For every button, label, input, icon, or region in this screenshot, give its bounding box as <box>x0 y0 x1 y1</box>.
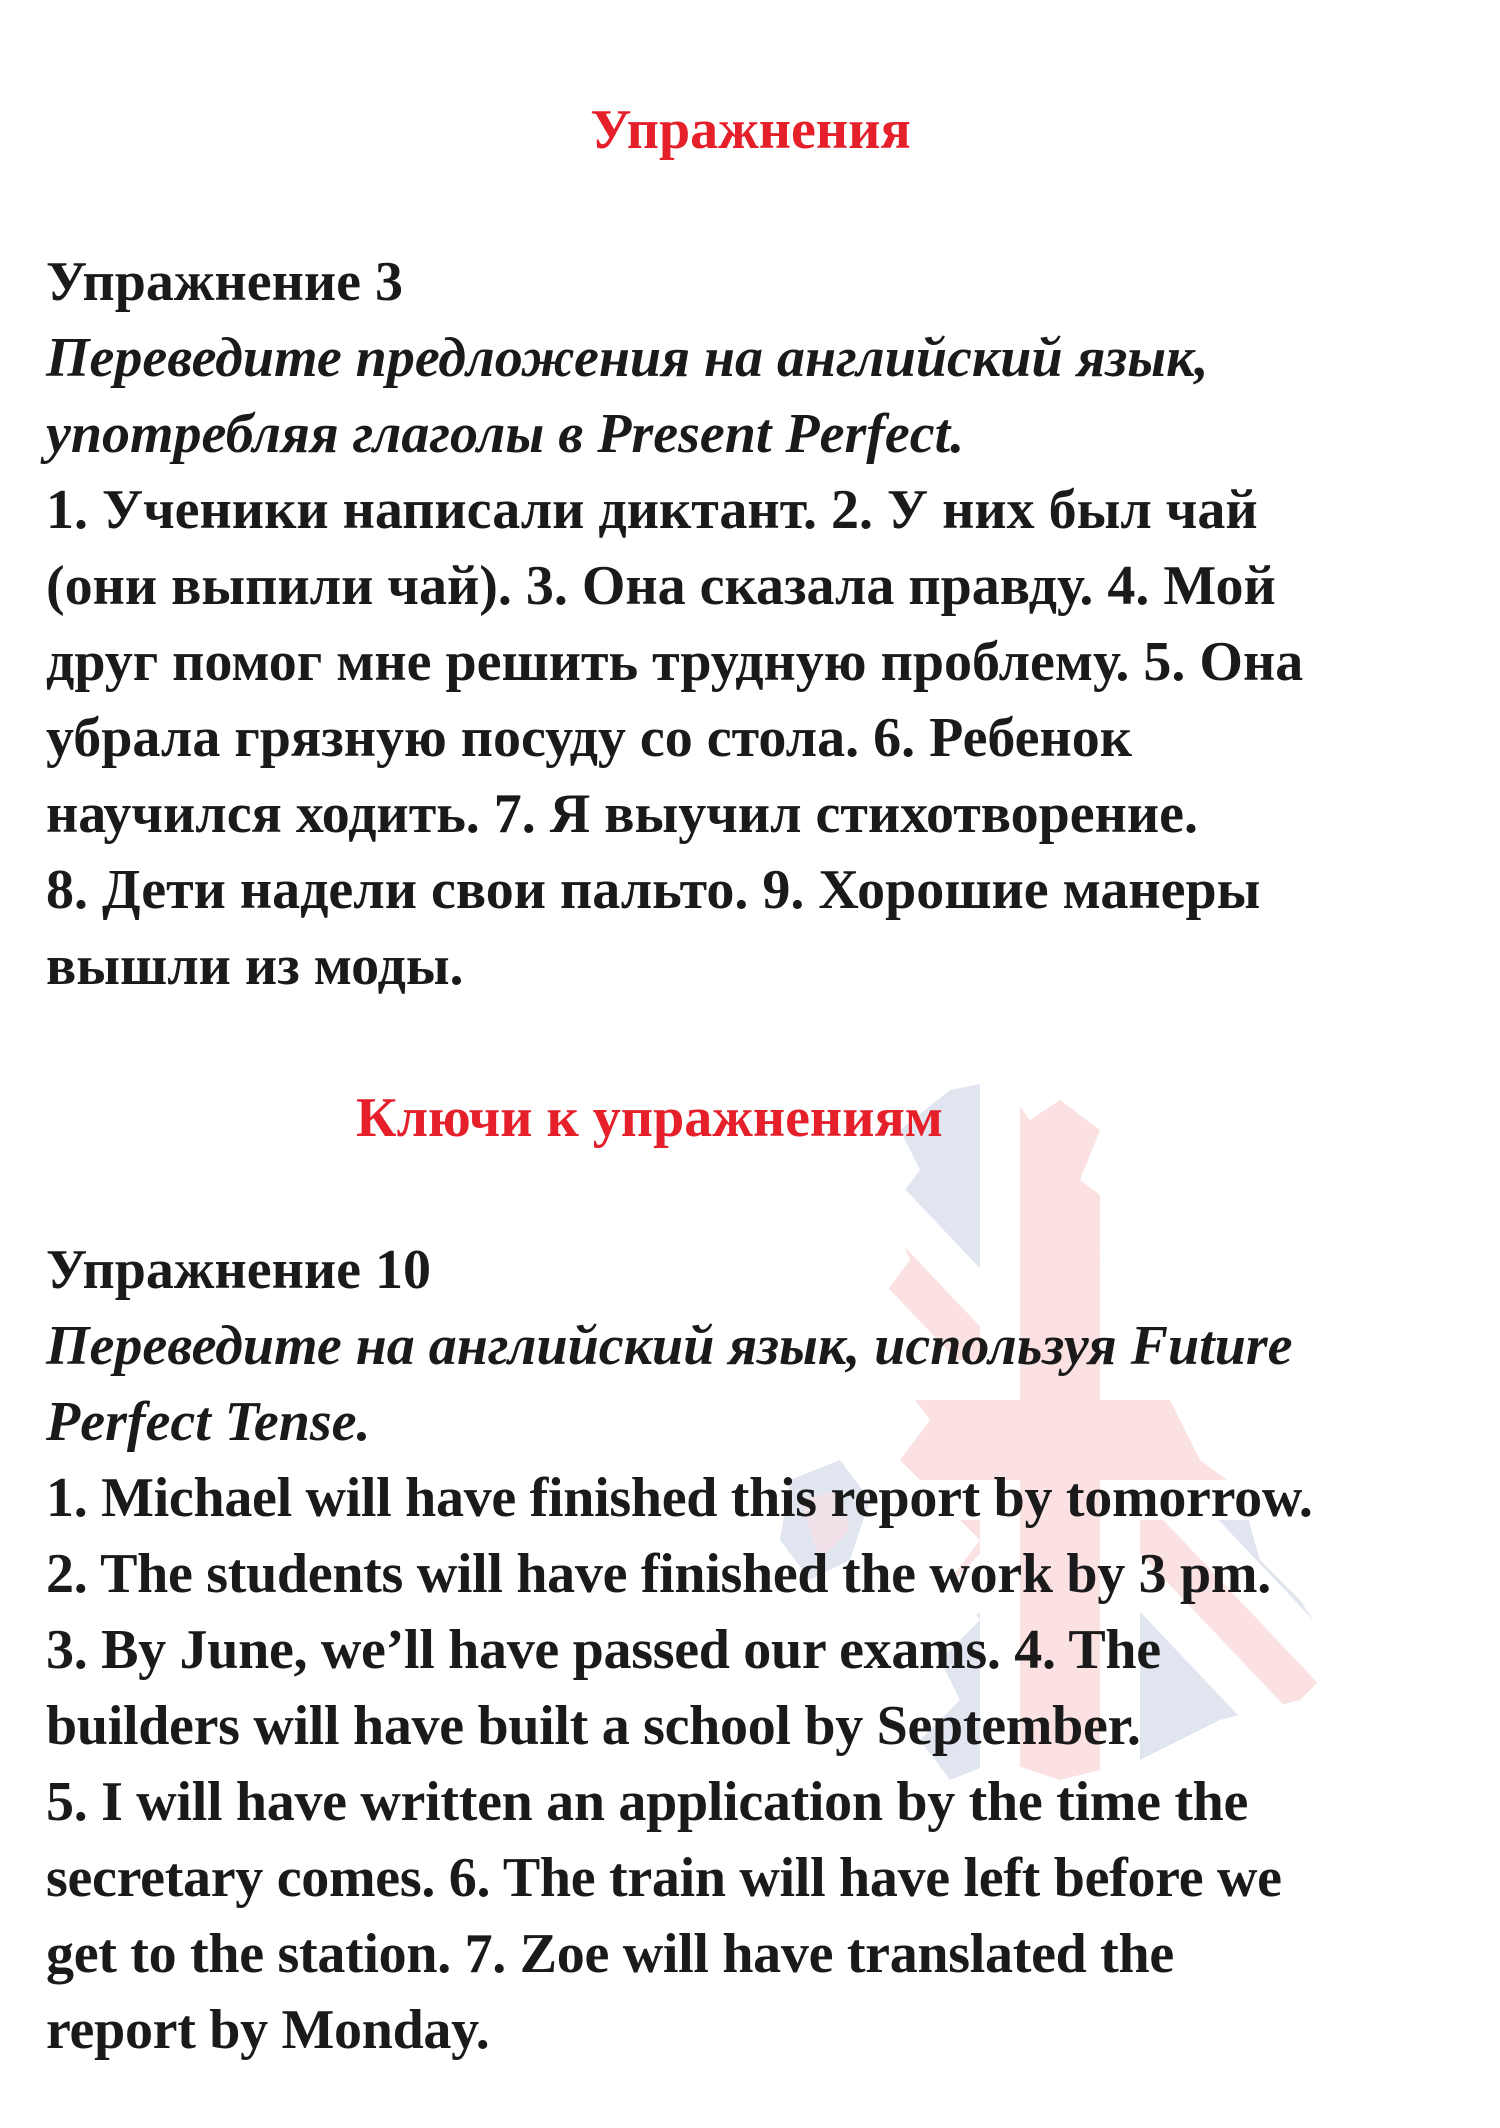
exercise-title: Упражнение 3 <box>46 251 404 313</box>
spacer <box>46 168 1455 244</box>
exercise-10 <box>46 1232 1455 2068</box>
answer-line: builders will have built a school by September. <box>46 1695 1141 1757</box>
instruction-line: Perfect Tense. <box>46 1391 371 1453</box>
answer-line: 5. I will have written an application by the time the <box>46 1771 1249 1833</box>
body-line: 1. Ученики написали диктант. 2. У них был чай <box>46 479 1258 541</box>
exercise-instruction <box>46 320 1455 472</box>
body-line: вышли из моды. <box>46 935 464 997</box>
instruction-line: употребляя глаголы в Present Perfect. <box>46 403 965 465</box>
exercise-answers <box>46 1460 1455 2068</box>
exercise-body <box>46 472 1455 1004</box>
spacer <box>46 1156 1455 1232</box>
answer-line: secretary comes. 6. The train will have left before we <box>46 1847 1282 1909</box>
body-line: друг помог мне решить трудную проблему. 5. Она <box>46 631 1304 693</box>
body-line: научился ходить. 7. Я выучил стихотворение. <box>46 783 1198 845</box>
instruction-line: Переведите на английский язык, используя Future <box>46 1315 1293 1377</box>
instruction-line: Переведите предложения на английский язык, <box>46 327 1209 389</box>
body-line: (они выпили чай). 3. Она сказала правду. 4. Мой <box>46 555 1276 617</box>
answer-line: 2. The students will have finished the work by 3 pm. <box>46 1543 1271 1605</box>
exercise-3 <box>46 244 1455 1004</box>
body-line: убрала грязную посуду со стола. 6. Ребенок <box>46 707 1133 769</box>
answer-line: report by Monday. <box>46 1999 490 2061</box>
answer-line: 3. By June, we’ll have passed our exams. 4. The <box>46 1619 1161 1681</box>
exercise-instruction <box>46 1308 1455 1460</box>
answer-line: 1. Michael will have finished this report by tomorrow. <box>46 1467 1313 1529</box>
spacer <box>46 1004 1455 1080</box>
body-line: 8. Дети надели свои пальто. 9. Хорошие манеры <box>46 859 1261 921</box>
exercise-title: Упражнение 10 <box>46 1239 432 1301</box>
section-title-exercises: Упражнения <box>590 99 911 161</box>
answer-line: get to the station. 7. Zoe will have translated the <box>46 1923 1174 1985</box>
section-title-keys: Ключи к упражнениям <box>356 1087 943 1149</box>
